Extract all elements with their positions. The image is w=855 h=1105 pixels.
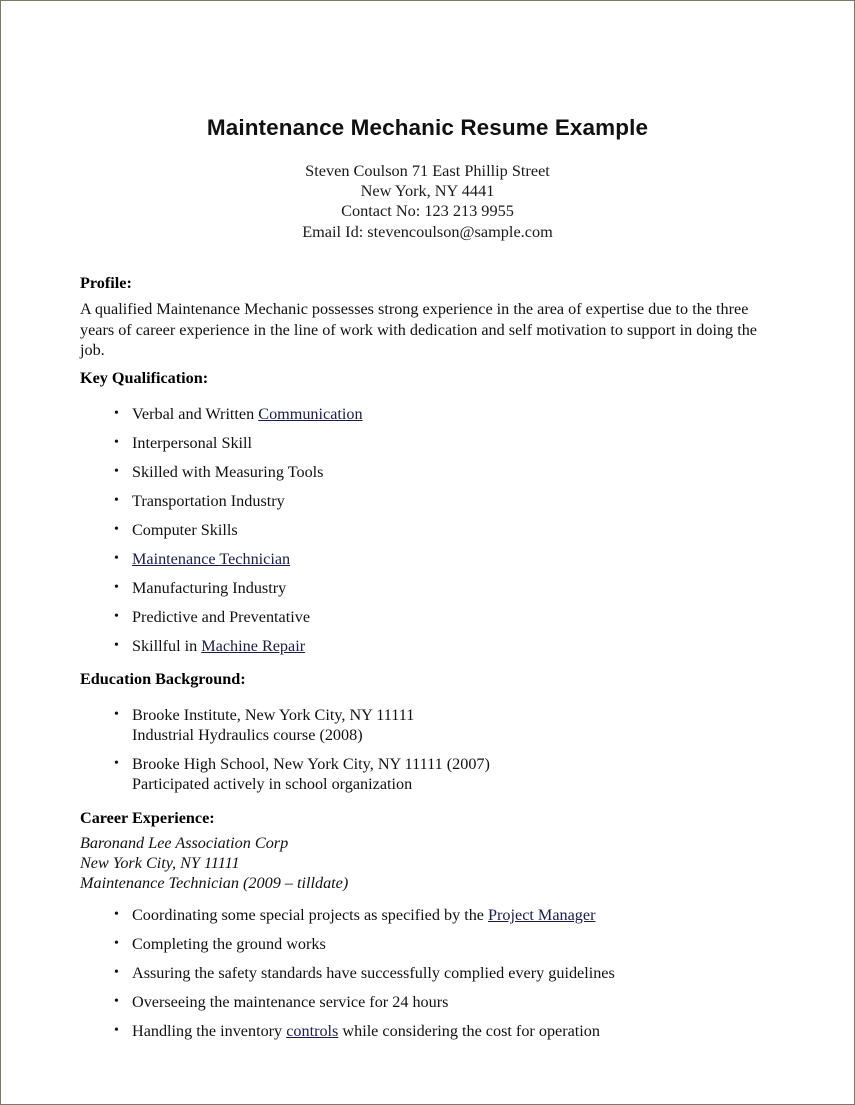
spacer-education-list <box>80 694 772 705</box>
key-qualification-text: Interpersonal Skill <box>132 433 253 452</box>
contact-city-state: New York, NY 4441 <box>360 181 495 201</box>
career-experience-item <box>80 934 772 954</box>
key-qualification-item <box>80 404 772 424</box>
education-detail: Participated actively in school organization <box>132 774 413 793</box>
career-company-location: New York City, NY 11111 <box>80 854 240 873</box>
career-experience-text: Completing the ground works <box>132 934 326 953</box>
page-title: Maintenance Mechanic Resume Example <box>206 115 649 141</box>
career-experience-text: Coordinating some special projects as specified by the <box>132 905 489 924</box>
section-heading-career: Career Experience: <box>80 808 215 827</box>
career-experience-item <box>80 963 772 983</box>
spacer-experience-list <box>80 894 772 905</box>
education-detail: Industrial Hydraulics course (2008) <box>132 725 363 744</box>
contact-phone: Contact No: 123 213 9955 <box>341 201 514 221</box>
section-heading-profile: Profile: <box>80 274 132 292</box>
key-qualification-item <box>80 433 772 453</box>
key-qualification-text: Skilled with Measuring Tools <box>132 462 324 481</box>
career-company-block <box>80 833 772 894</box>
career-experience-text-suffix: while considering the cost for operation <box>338 1021 600 1040</box>
career-experience-list <box>80 905 772 1041</box>
contact-block <box>1 161 854 242</box>
key-qualification-item <box>80 520 772 540</box>
education-item <box>80 754 772 794</box>
key-qualification-item <box>80 607 772 627</box>
key-qualification-text: Computer Skills <box>132 520 238 539</box>
career-experience-link[interactable]: Project Manager <box>488 905 596 924</box>
profile-paragraph: A qualified Maintenance Mechanic possesses strong experience in the area of expertise due to the three years of career experience in the line of work with dedication and self motivation to support in doing the job. <box>80 300 757 360</box>
career-experience-link[interactable]: controls <box>286 1021 339 1040</box>
key-qualification-link[interactable]: Machine Repair <box>201 636 306 655</box>
resume-body <box>80 273 772 1041</box>
key-qualification-text: Manufacturing Industry <box>132 578 287 597</box>
key-qualification-text: Predictive and Preventative <box>132 607 310 626</box>
key-qualification-text: Skillful in <box>132 636 202 655</box>
career-experience-text: Handling the inventory <box>132 1021 287 1040</box>
key-qualification-item <box>80 491 772 511</box>
career-experience-item <box>80 1021 772 1041</box>
education-item <box>80 705 772 745</box>
education-institution: • Brooke High School, New York City, NY 11111 (2007) <box>132 754 490 773</box>
career-company-name: Baronand Lee Association Corp <box>80 833 289 852</box>
contact-email: Email Id: stevencoulson@sample.com <box>302 221 553 241</box>
career-role-dates: Maintenance Technician (2009 – tilldate) <box>80 874 349 893</box>
spacer-career <box>80 794 772 808</box>
key-qualification-item <box>80 462 772 482</box>
key-qualification-item <box>80 636 772 656</box>
key-qualification-item <box>80 549 772 569</box>
key-qualification-text: Verbal and Written <box>132 404 259 423</box>
section-heading-education: Education Background: <box>80 669 246 688</box>
key-qualification-item <box>80 578 772 598</box>
spacer-qualification <box>80 393 772 404</box>
contact-name-address: Steven Coulson 71 East Phillip Street <box>305 161 550 180</box>
resume-sheet <box>1 1 854 1104</box>
career-experience-item <box>80 992 772 1012</box>
key-qualification-text: Transportation Industry <box>132 491 285 510</box>
section-heading-key-qualification: Key Qualification: <box>80 368 209 387</box>
key-qualification-link[interactable]: Communication <box>258 404 363 423</box>
career-experience-item <box>80 905 772 925</box>
key-qualification-list <box>80 404 772 656</box>
key-qualification-link[interactable]: Maintenance Technician <box>132 549 291 568</box>
education-institution: • Brooke Institute, New York City, NY 11111 <box>132 705 415 724</box>
education-list <box>80 705 772 794</box>
career-experience-text: Assuring the safety standards have successfully complied every guidelines <box>132 963 615 982</box>
career-experience-text: Overseeing the maintenance service for 24 hours <box>132 992 449 1011</box>
spacer-education <box>80 656 772 669</box>
